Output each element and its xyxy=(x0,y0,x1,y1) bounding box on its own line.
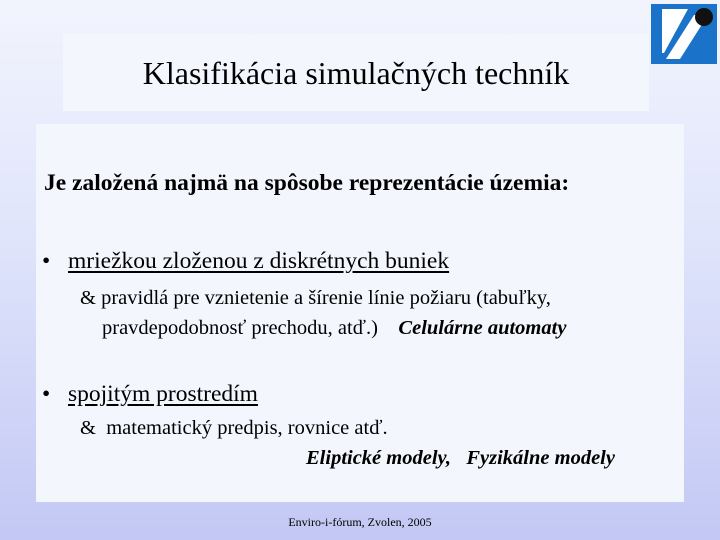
enviro-logo-icon xyxy=(650,3,718,65)
detail-line-2: pravdepodobnosť prechodu, atď.) xyxy=(102,316,378,339)
bullet-continuous-detail xyxy=(80,414,388,444)
content-box xyxy=(36,124,684,502)
bullet-dot: • xyxy=(42,381,51,407)
bullet-grid-text: mriežkou zloženou z diskrétnych buniek xyxy=(68,248,450,274)
slide-title: Klasifikácia simulačných techník xyxy=(142,54,570,91)
model-types xyxy=(306,444,615,474)
cellular-automata-label: Celulárne automaty xyxy=(398,316,567,339)
bullet-continuous-text: spojitým prostredím xyxy=(68,381,258,407)
intro-text: Je založená najmä na spôsobe reprezentácie územia: xyxy=(44,170,570,196)
detail-line-1: matematický predpis, rovnice atď. xyxy=(106,417,388,439)
footer-text: Enviro-i-fórum, Zvolen, 2005 xyxy=(288,515,432,529)
title-box xyxy=(63,34,649,111)
bullet-dot: • xyxy=(42,248,51,274)
detail-symbol: & xyxy=(80,417,96,439)
elliptic-models-label: Eliptické modely, xyxy=(306,447,451,469)
detail-symbol: & xyxy=(80,287,96,309)
detail-line-1: pravidlá pre vznietenie a šírenie línie požiaru (tabuľky, xyxy=(101,287,551,309)
physical-models-label: Fyzikálne modely xyxy=(466,447,615,469)
bullet-grid xyxy=(42,248,449,275)
bullet-continuous xyxy=(42,381,258,408)
bullet-grid-detail xyxy=(80,284,566,343)
